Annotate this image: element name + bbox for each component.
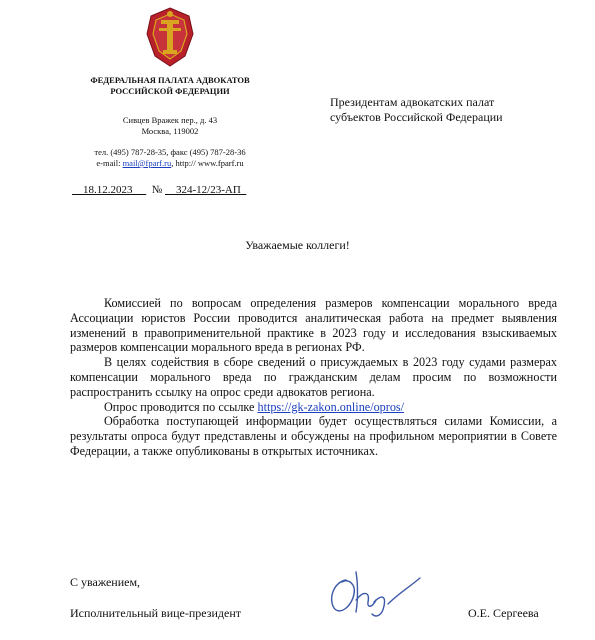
survey-link-prefix: Опрос проводится по ссылке [104, 399, 258, 414]
email-label: e-mail: [96, 158, 123, 168]
registration-date: 18.12.2023 [83, 184, 133, 196]
signer-title: Исполнительный вице-президент [70, 606, 242, 620]
signer-name: О.Е. Сергеева [468, 606, 539, 620]
fpa-emblem-icon [145, 6, 195, 68]
recipient-line1: Президентам адвокатских палат [330, 95, 495, 109]
web-prefix: , http:// [171, 158, 198, 168]
org-name-line1: ФЕДЕРАЛЬНАЯ ПАЛАТА АДВОКАТОВ [90, 75, 250, 85]
org-address-line2: Москва, 119002 [141, 126, 199, 136]
org-phone-line: тел. (495) 787-28-35, факс (495) 787-28-36 [94, 147, 246, 157]
org-contacts [60, 147, 280, 169]
body-paragraph-1: Комиссией по вопросам определения размеров компенсации морального вреда Ассоциации юристов России проводится аналитическая работа на предмет выявления изменений в правоприменительной практике в 2023 году и исследования взыскиваемых размеров компенсации морального вреда в регионах РФ. [70, 296, 557, 355]
survey-link[interactable]: https://gk-zakon.online/opros/ [257, 399, 405, 414]
recipient-line2: субъектов Российской Федерации [330, 110, 503, 124]
org-name-line2: РОССИЙСКОЙ ФЕДЕРАЦИИ [110, 86, 230, 96]
registration-line [72, 184, 246, 196]
email-link[interactable]: mail@fparf.ru [122, 158, 172, 168]
org-email-web-line [60, 158, 280, 169]
letter-body [70, 296, 557, 459]
org-address-line1: Сивцев Вражек пер., д. 43 [122, 115, 218, 125]
org-name [60, 75, 280, 97]
web-address: www.fparf.ru [197, 158, 244, 168]
body-paragraph-2: В целях содействия в сборе сведений о присуждаемых в 2023 году судами размерах компенсации морального вреда по гражданским делам просим по возможности распространить ссылку на опрос среди адвокатов региона. [70, 355, 557, 399]
body-paragraph-3 [70, 400, 557, 415]
greeting: Уважаемые коллеги! [245, 238, 350, 252]
handwritten-signature [312, 566, 432, 622]
recipient-block [330, 95, 503, 125]
body-paragraph-4: Обработка поступающей информации будет осуществляться силами Комиссии, а результаты опроса будут представлены и обсуждены на профильном мероприятии в Совете Федерации, а также опубликованы в открытых источниках. [70, 414, 557, 458]
registration-number: 324-12/23-АП [176, 184, 241, 196]
closing-regards: С уважением, [70, 575, 141, 589]
registration-number-label: № [151, 184, 163, 196]
org-address [60, 115, 280, 137]
